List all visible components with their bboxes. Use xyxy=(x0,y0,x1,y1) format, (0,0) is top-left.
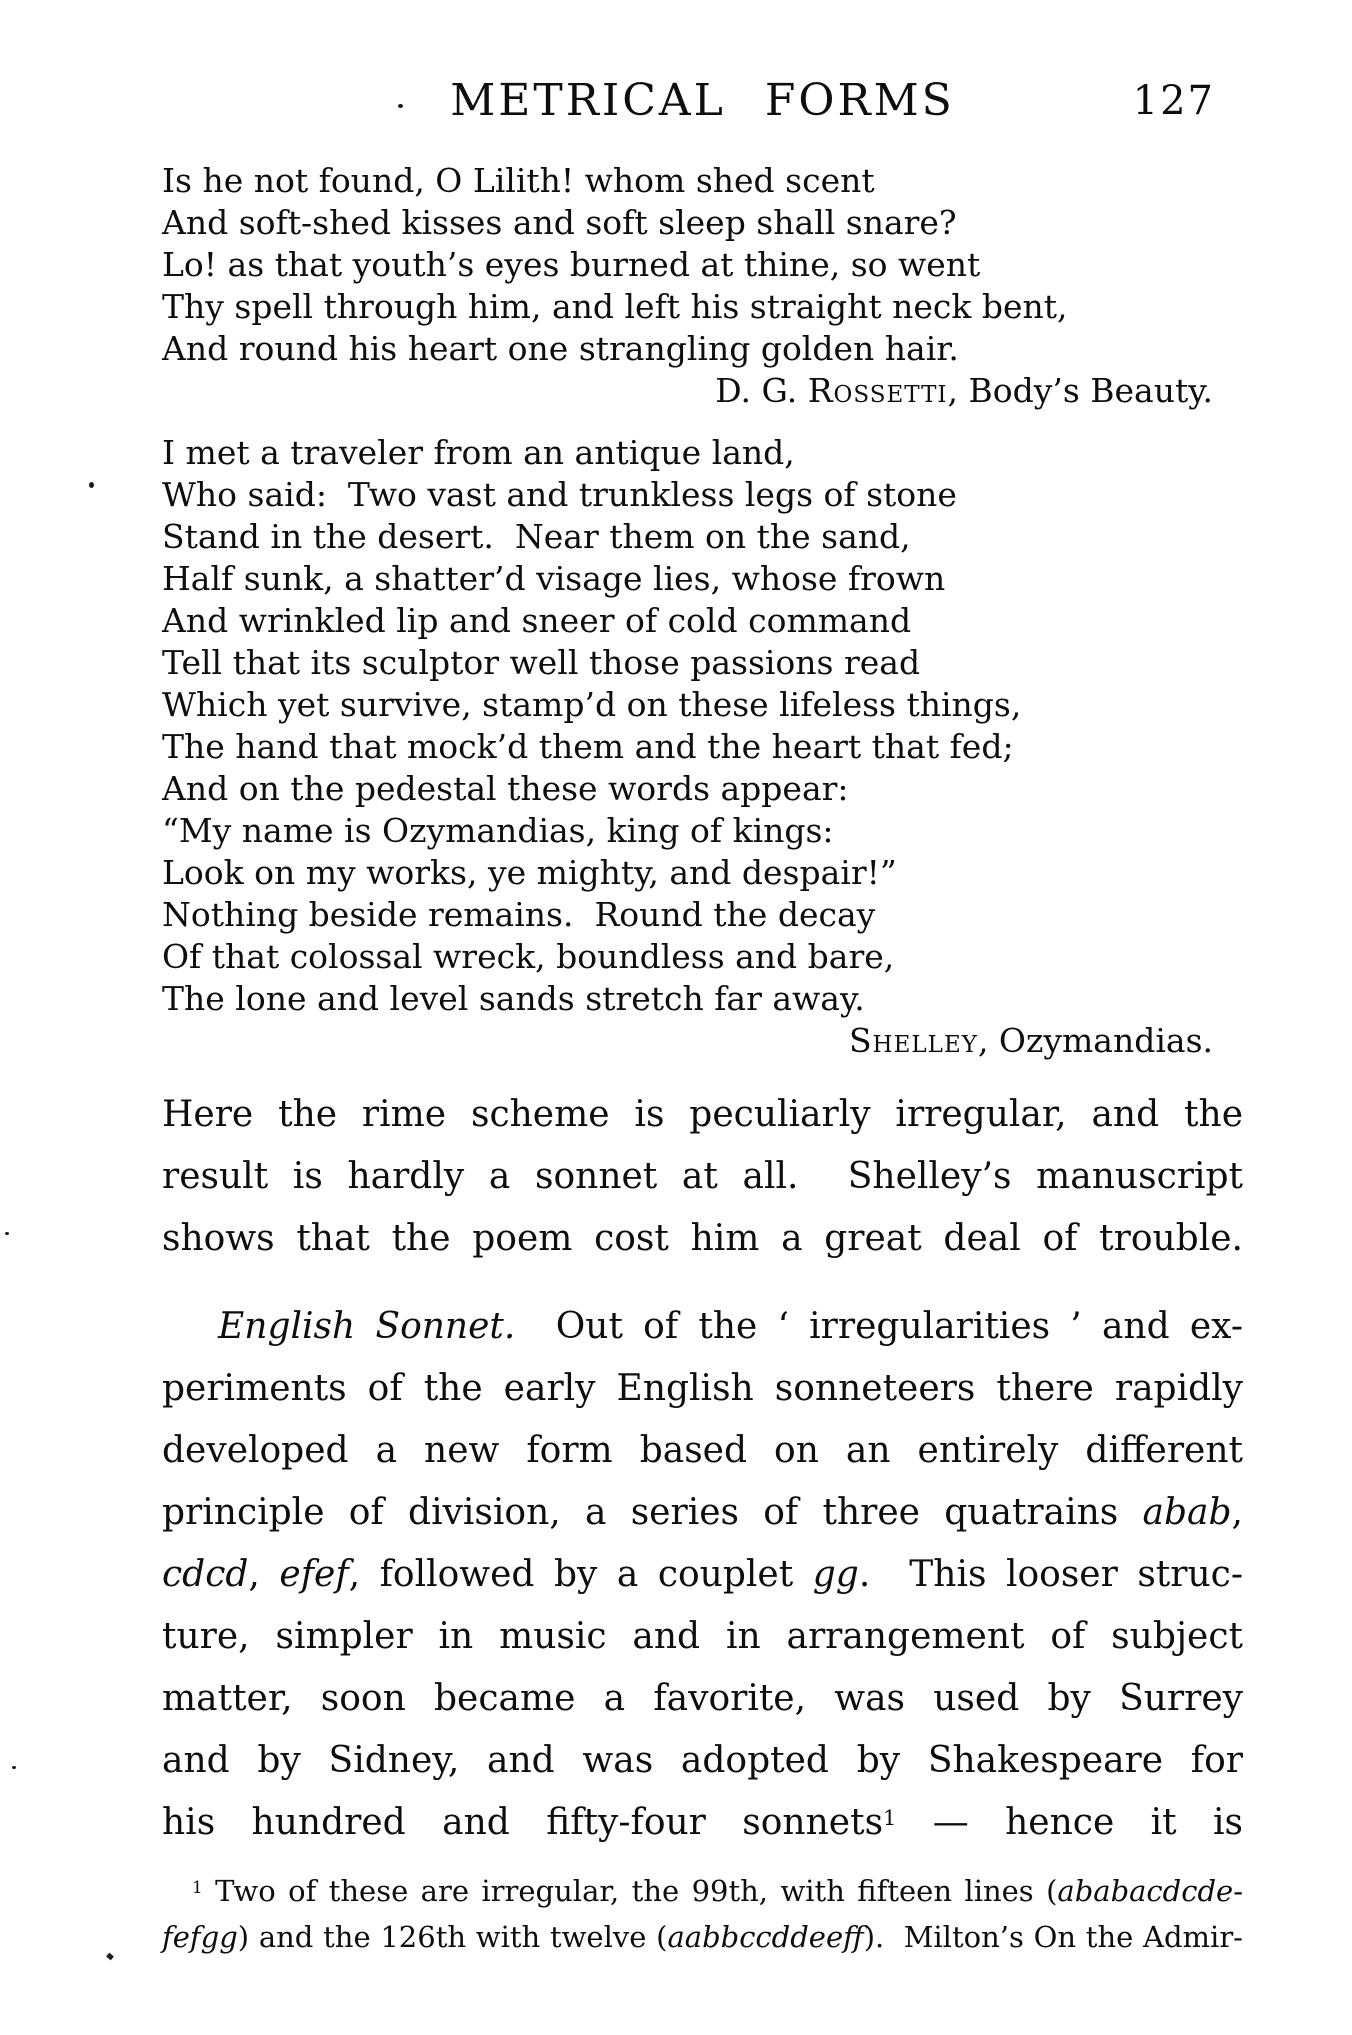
scan-speck xyxy=(398,104,403,108)
poem-line: The hand that mock’d them and the heart that fed; xyxy=(162,727,1014,766)
running-head xyxy=(162,76,1243,126)
poem-line: Of that colossal wreck, boundless and bare, xyxy=(162,937,895,976)
text-segment: ture, simpler in music and in arrangement of subject xyxy=(162,1616,1243,1657)
poem-line: Tell that its sculptor well those passions read xyxy=(162,643,921,682)
prose-line xyxy=(162,1544,1243,1606)
poem-rossetti-body-beauty xyxy=(162,160,1243,412)
italic-segment: cdcd xyxy=(162,1554,249,1595)
text-segment: Out of the ‘ irregularities ’ and ex- xyxy=(515,1306,1244,1347)
poem-attribution xyxy=(162,1020,1243,1062)
text-segment: Two of these are irregular, the 99th, with fifteen lines ( xyxy=(202,1874,1058,1908)
poem-line: I met a traveler from an antique land, xyxy=(162,433,795,472)
poem-line: And round his heart one strangling golden hair. xyxy=(162,329,959,368)
text-segment: ) and the 126th with twelve ( xyxy=(237,1920,668,1954)
prose-line xyxy=(162,1358,1243,1420)
prose-line xyxy=(162,1208,1243,1270)
footnote-ref: 1 xyxy=(883,1805,897,1830)
prose-line xyxy=(162,1606,1243,1668)
footnote-line xyxy=(162,1868,1243,1914)
text-segment: ). Milton’s On the Admir- xyxy=(863,1920,1243,1954)
text-segment: shows that the poem cost him a great deal of trouble. xyxy=(162,1218,1243,1259)
page-number: 127 xyxy=(1132,78,1215,124)
prose-line xyxy=(162,1792,1243,1854)
footnote-ref: 1 xyxy=(192,1877,203,1898)
text-segment: Shelley xyxy=(848,1021,978,1060)
prose-line xyxy=(162,1668,1243,1730)
prose-line xyxy=(162,1296,1243,1358)
text-segment: — hence it is xyxy=(896,1802,1244,1843)
scan-speck xyxy=(106,1953,114,1961)
italic-segment: fefgg xyxy=(162,1920,238,1954)
poem-line: “My name is Ozymandias, king of kings: xyxy=(162,811,834,850)
prose-line xyxy=(162,1482,1243,1544)
text-segment: . This looser struc- xyxy=(858,1554,1243,1595)
prose-line xyxy=(162,1730,1243,1792)
footnote-line xyxy=(162,1914,1243,1960)
page-title: METRICAL FORMS xyxy=(450,75,955,126)
italic-segment: ababacdcde- xyxy=(1057,1874,1243,1908)
poem-line: The lone and level sands stretch far away. xyxy=(162,979,865,1018)
italic-segment: aabbccddeeff xyxy=(667,1920,864,1954)
italic-segment: English Sonnet. xyxy=(218,1306,516,1347)
poem-line: Look on my works, ye mighty, and despair!” xyxy=(162,853,897,892)
paragraph xyxy=(162,1296,1243,1854)
italic-segment: efef xyxy=(279,1554,349,1595)
poem-line: Is he not found, O Lilith! whom shed scent xyxy=(162,161,875,200)
text-segment: , xyxy=(1231,1492,1243,1533)
poem-line: Half sunk, a shatter’d visage lies, whose frown xyxy=(162,559,946,598)
text-segment: his hundred and fifty-four sonnets xyxy=(162,1802,884,1843)
text-segment: , Body’s Beauty. xyxy=(947,371,1213,410)
poem-line: Which yet survive, stamp’d on these lifeless things, xyxy=(162,685,1022,724)
text-segment: , followed by a couplet xyxy=(348,1554,813,1595)
prose-line xyxy=(162,1084,1243,1146)
text-segment: D. G. xyxy=(715,371,808,410)
poem-line: Stand in the desert. Near them on the sand, xyxy=(162,517,911,556)
italic-segment: gg xyxy=(812,1554,859,1595)
scan-speck xyxy=(89,482,94,488)
italic-segment: abab xyxy=(1142,1492,1232,1533)
poem-line: Lo! as that youth’s eyes burned at thine, so went xyxy=(162,245,981,284)
text-segment: periments of the early English sonneteers there rapidly xyxy=(162,1368,1243,1409)
text-segment: matter, soon became a favorite, was used by Surrey xyxy=(162,1678,1243,1719)
prose-line xyxy=(162,1420,1243,1482)
poem-lines xyxy=(162,432,1243,1020)
poem-attribution xyxy=(162,370,1243,412)
poem-line: And wrinkled lip and sneer of cold command xyxy=(162,601,912,640)
scan-speck xyxy=(5,1232,9,1235)
text-segment: result is hardly a sonnet at all. Shelley’s manuscript xyxy=(162,1156,1243,1197)
prose-line xyxy=(162,1146,1243,1208)
poem-lines xyxy=(162,160,1243,370)
text-segment: principle of division, a series of three quatrains xyxy=(162,1492,1143,1533)
poem-line: And soft-shed kisses and soft sleep shall snare? xyxy=(162,203,957,242)
text-segment: Here the rime scheme is peculiarly irregular, and the xyxy=(162,1094,1243,1135)
text-segment: developed a new form based on an entirely different xyxy=(162,1430,1243,1471)
scan-speck xyxy=(12,1766,16,1769)
prose-section xyxy=(162,1084,1243,1854)
poem-line: Who said: Two vast and trunkless legs of stone xyxy=(162,475,957,514)
book-page xyxy=(0,76,1352,1960)
footnote xyxy=(162,1868,1243,1960)
poem-line: Thy spell through him, and left his straight neck bent, xyxy=(162,287,1068,326)
text-segment: and by Sidney, and was adopted by Shakespeare for xyxy=(162,1740,1243,1781)
text-segment: , Ozymandias. xyxy=(977,1021,1213,1060)
text-segment: , xyxy=(248,1554,280,1595)
poem-shelley-ozymandias xyxy=(162,432,1243,1062)
poem-line: Nothing beside remains. Round the decay xyxy=(162,895,876,934)
text-segment: Rossetti xyxy=(807,371,948,410)
poem-line: And on the pedestal these words appear: xyxy=(162,769,849,808)
paragraph xyxy=(162,1084,1243,1270)
